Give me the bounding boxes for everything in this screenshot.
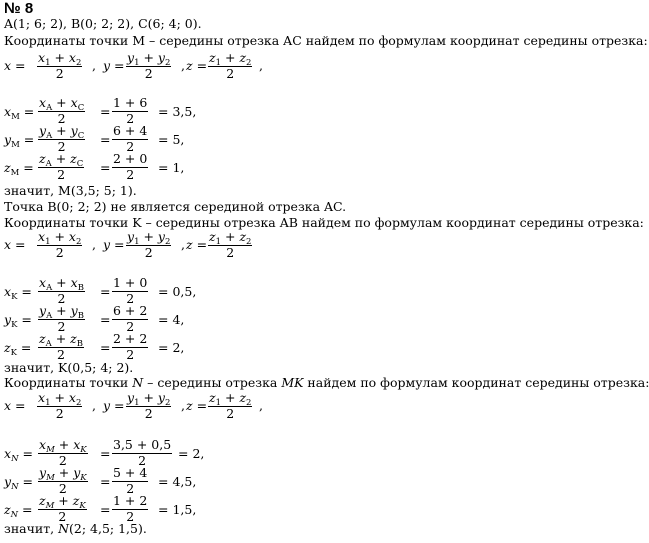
conclusion-k: значит, K(0,5; 4; 2).	[4, 360, 134, 375]
calc-n-z-num: 1 + 2	[113, 493, 148, 508]
problem-number: № 8	[4, 0, 34, 17]
calc-m-z-result: = 1,	[158, 160, 185, 175]
calc-k-y-result: = 4,	[158, 312, 185, 327]
intro-midpoint-k: Координаты точки K – середины отрезка AB найдем по формулам координат середины отрезка:	[4, 215, 644, 230]
note-b: Точка B(0; 2; 2) не является серединой отрезка AC.	[4, 199, 347, 214]
calc-k-x-result: = 0,5,	[158, 284, 197, 299]
conclusion-m: значит, M(3,5; 5; 1).	[4, 183, 137, 198]
calc-n-y-num: 5 + 4	[113, 465, 148, 480]
solution-page: № 8 A(1; 6; 2), B(0; 2; 2), C(6; 4; 0). Координаты точки M – середины отрезка AC найдем по формулам координат середины отрезка: x = $\frac{x_1 + x_2}{2}$ , y = $\frac{y_1 + y_2}{2}$ , z = $\frac{z_1 + z_2}{2}$ , $x_M$ = $\frac{x_A + x_C}{2}$ = $\frac{1 + 6}{2}$ = 3,5, $y_M$ = $\frac{y_A + y_C}{2}$ = $\frac{6 + 4}{2}$ = 5, $z_M$ = $\frac{z_A + z_C}{2}$ = $\frac{2 + 0}{2}$ = 1, значит, M(3,5; 5; 1). Точка B(0; 2; 2) не является серединой отрезка AC. Координаты точки K – середины отрезка AB найдем по формулам координат середины отрезка: x = $\frac{x_1 + x_2}{2}$ , y = $\frac{y_1 + y_2}{2}$ , z = $\frac{z_1 + z_2}{2}$ $x_K$ = $\frac{x_A + x_B}{2}$ = $\frac{1 + 0}{2}$ = 0,5, $y_K$ = $\frac{y_A + y_B}{2}$ = $\frac{6 + 2}{2}$ = 4, $z_K$ = $\frac{z_A + z_B}{2}$ = $\frac{2 + 2}{2}$ = 2, значит, K(0,5; 4; 2). Координаты точки N – середины отрезка MK найдем по формулам координат середины отрезка: x = $\frac{x_1 + x_2}{2}$ , y = $\frac{y_1 + y_2}{2}$ , z = $\frac{z_1 + z_2}{2}$ , $x_N$ = $\frac{x_M + x_K}{2}$ = $\frac{3,5 + 0,5}{2}$ = 2, $y_N$ = $\frac{y_M + y_K}{2}$ = $\frac{5 + 4}{2}$ = 4,5, $z_N$ = $\frac{z_M + z_K}{2}$ = $\frac{1 + 2}{2}$ = 1,5, значит, N(2; 4,5; 1,5).	[4, 0, 649, 536]
calc-m-x-num: 1 + 6	[113, 95, 148, 110]
calc-k-x-num: 1 + 0	[113, 275, 148, 290]
calc-m-y-result: = 5,	[158, 132, 185, 147]
calc-k-y-num: 6 + 2	[113, 303, 148, 318]
given-points: A(1; 6; 2), B(0; 2; 2), C(6; 4; 0).	[4, 16, 202, 31]
calc-n-y-result: = 4,5,	[158, 474, 197, 489]
calc-m-z-num: 2 + 0	[113, 151, 148, 166]
intro-midpoint-n: Координаты точки N – середины отрезка MK найдем по формулам координат середины отрезка:	[4, 375, 649, 390]
calc-k-z-result: = 2,	[158, 340, 185, 355]
calc-m-y-num: 6 + 4	[113, 123, 148, 138]
calc-m-x-result: = 3,5,	[158, 104, 197, 119]
intro-midpoint-m: Координаты точки M – середины отрезка AC найдем по формулам координат середины отрезка:	[4, 33, 648, 48]
calc-k-z-num: 2 + 2	[113, 331, 148, 346]
calc-n-z-result: = 1,5,	[158, 502, 197, 517]
calc-n-x-result: = 2,	[178, 446, 205, 461]
calc-n-x-num: 3,5 + 0,5	[113, 437, 172, 452]
conclusion-n: значит, N(2; 4,5; 1,5).	[4, 521, 147, 536]
